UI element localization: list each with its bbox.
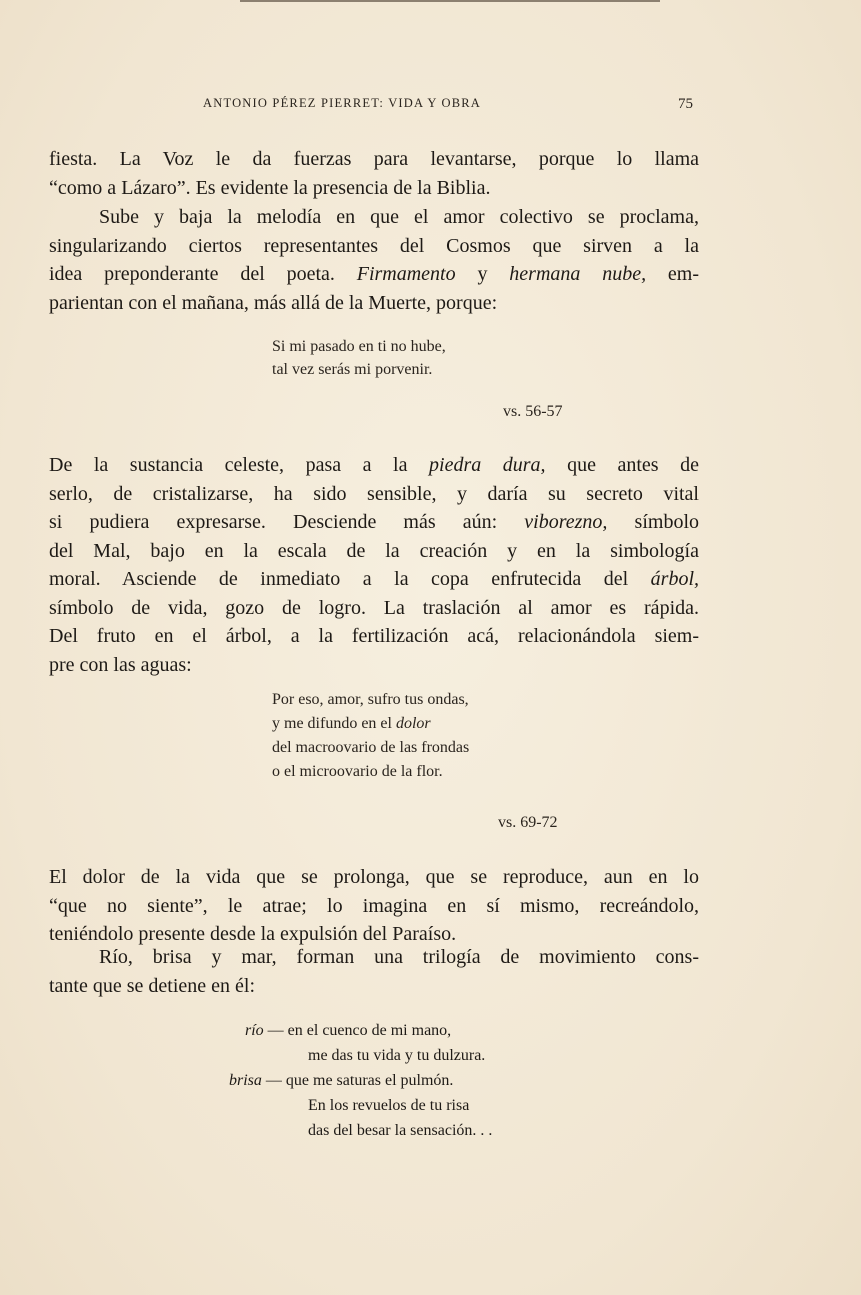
verse-line: o el microovario de la flor.	[272, 763, 443, 780]
italic-term: piedra dura,	[429, 454, 546, 476]
text-line: Río, brisa y mar, forman una trilogía de movimiento cons-	[99, 946, 699, 968]
verse-quote-1	[272, 335, 446, 381]
text-line: tante que se detiene en él:	[49, 974, 256, 997]
verse-reference-1: vs. 56-57	[503, 403, 563, 420]
verse-line: Por eso, amor, sufro tus ondas,	[272, 691, 469, 708]
text-line: símbolo de vida, gozo de logro. La traslación al amor es rápida.	[49, 596, 699, 619]
verse-line: brisa — que me saturas el pulmón.	[229, 1072, 454, 1089]
text-line: moral. Asciende de inmediato a la copa enfrutecida del árbol,	[49, 568, 699, 590]
text-line: “como a Lázaro”. Es evidente la presencia de la Biblia.	[49, 176, 491, 199]
italic-term: viborezno,	[524, 511, 608, 533]
text-line: “que no siente”, le atrae; lo imagina en sí mismo, recreándolo,	[49, 894, 699, 917]
verse-quote-2	[272, 688, 469, 784]
text-line: fiesta. La Voz le da fuerzas para levantarse, porque lo llama	[49, 148, 699, 170]
paragraph-4	[49, 863, 699, 949]
page-header	[0, 96, 861, 116]
verse-reference-2: vs. 69-72	[498, 814, 558, 831]
italic-term: brisa	[229, 1072, 262, 1089]
text-line: pre con las aguas:	[49, 653, 192, 676]
verse-line: Si mi pasado en ti no hube,	[272, 338, 446, 355]
text-line: Del fruto en el árbol, a la fertilización acá, relacionándola siem-	[49, 625, 699, 647]
page-edge-line	[240, 0, 660, 2]
paragraph-3	[49, 451, 699, 679]
text-line: teniéndolo presente desde la expulsión del Paraíso.	[49, 923, 457, 945]
verse-line: tal vez serás mi porvenir.	[272, 361, 433, 378]
text-line: serlo, de cristalizarse, ha sido sensible, y daría su secreto vital	[49, 482, 699, 505]
page-number: 75	[678, 96, 693, 112]
italic-term: Firmamento	[356, 263, 456, 285]
verse-line: En los revuelos de tu risa	[308, 1097, 470, 1114]
paragraph-5	[49, 943, 699, 1000]
paragraph-1	[49, 145, 699, 202]
verse-line: me das tu vida y tu dulzura.	[308, 1047, 486, 1064]
text-line: Sube y baja la melodía en que el amor colectivo se proclama,	[99, 206, 699, 228]
text-line: si pudiera expresarse. Desciende más aún: viborezno, símbolo	[49, 511, 699, 533]
text-line: singularizando ciertos representantes del Cosmos que sirven a la	[49, 234, 699, 257]
running-head: ANTONIO PÉREZ PIERRET: VIDA Y OBRA	[203, 96, 482, 110]
verse-line: del macroovario de las frondas	[272, 739, 470, 756]
verse-line: río — en el cuenco de mi mano,	[245, 1022, 452, 1039]
text-line: del Mal, bajo en la escala de la creación y en la simbología	[49, 539, 699, 562]
italic-term: hermana nube,	[509, 263, 647, 285]
text-line: De la sustancia celeste, pasa a la piedra dura, que antes de	[49, 454, 699, 476]
italic-term: dolor	[395, 715, 431, 732]
verse-line: das del besar la sensación. . .	[308, 1122, 493, 1139]
paragraph-2	[49, 203, 699, 317]
verse-line: y me difundo en el dolor	[272, 715, 431, 732]
text-line: El dolor de la vida que se prolonga, que se reproduce, aun en lo	[49, 866, 699, 888]
text-line: parientan con el mañana, más allá de la Muerte, porque:	[49, 291, 498, 314]
italic-term: árbol,	[650, 568, 699, 590]
italic-term: río	[245, 1022, 264, 1039]
text-line: idea preponderante del poeta. Firmamento y hermana nube, em-	[49, 263, 700, 285]
